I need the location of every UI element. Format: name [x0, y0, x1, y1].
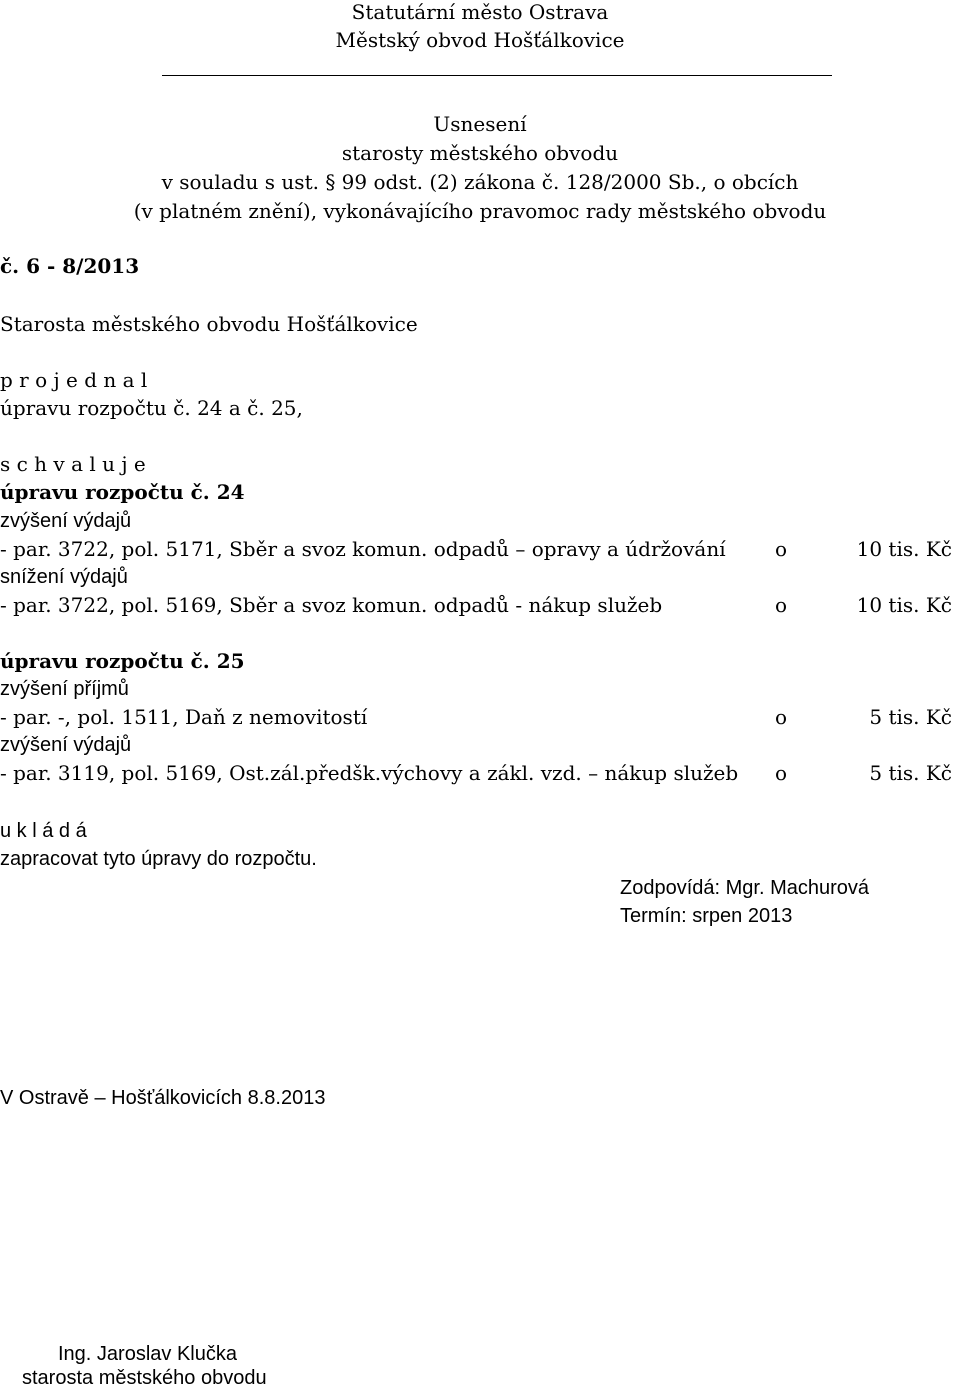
budget-item-o: o [775, 761, 788, 785]
budget-item-amount: 10 tis. Kč [856, 537, 952, 561]
budget-25-title: úpravu rozpočtu č. 25 [0, 649, 245, 673]
budget-item-desc: - par. 3722, pol. 5169, Sběr a svoz komun. odpadů - nákup služeb [0, 593, 663, 617]
header-divider [162, 75, 832, 76]
budget-item-amount: 5 tis. Kč [869, 761, 952, 785]
budget-25-income-label: zvýšení příjmů [0, 678, 129, 700]
instructs-text: zapracovat tyto úpravy do rozpočtu. [0, 848, 317, 870]
responsible-person: Zodpovídá: Mgr. Machurová [620, 877, 870, 899]
place-date: V Ostravě – Hošťálkovicích 8.8.2013 [0, 1087, 326, 1109]
approves-label: s c h v a l u j e [0, 452, 146, 476]
budget-item-o: o [775, 593, 788, 617]
budget-24-increase-label: zvýšení výdajů [0, 510, 132, 532]
budget-item-row [0, 593, 960, 617]
budget-item-desc: - par. 3722, pol. 5171, Sběr a svoz komun. odpadů – opravy a údržování [0, 537, 726, 561]
subject: Starosta městského obvodu Hošťálkovice [0, 312, 418, 336]
discussed-text: úpravu rozpočtu č. 24 a č. 25, [0, 396, 303, 420]
budget-item-desc: - par. -, pol. 1511, Daň z nemovitostí [0, 705, 368, 729]
signature-role: starosta městského obvodu [22, 1367, 267, 1389]
budget-item-amount: 10 tis. Kč [856, 593, 952, 617]
resolution-number: č. 6 - 8/2013 [0, 254, 140, 278]
budget-item-amount: 5 tis. Kč [869, 705, 952, 729]
signature-name: Ing. Jaroslav Klučka [58, 1343, 237, 1365]
budget-item-desc: - par. 3119, pol. 5169, Ost.zál.předšk.výchovy a zákl. vzd. – nákup služeb [0, 761, 739, 785]
budget-24-title: úpravu rozpočtu č. 24 [0, 480, 245, 504]
discussed-label: p r o j e d n a l [0, 368, 148, 392]
title-line-2: starosty městského obvodu [341, 141, 619, 165]
budget-item-o: o [775, 537, 788, 561]
document-title: Usnesení [433, 112, 527, 136]
budget-item-row [0, 537, 960, 561]
header-district: Městský obvod Hošťálkovice [335, 28, 625, 52]
budget-item-row [0, 705, 960, 729]
instructs-label: u k l á d á [0, 820, 87, 842]
title-line-3: v souladu s ust. § 99 odst. (2) zákona č. 128/2000 Sb., o obcích [161, 170, 799, 194]
budget-24-decrease-label: snížení výdajů [0, 566, 128, 588]
deadline: Termín: srpen 2013 [620, 905, 793, 927]
budget-item-o: o [775, 705, 788, 729]
title-line-4: (v platném znění), vykonávajícího pravomoc rady městského obvodu [133, 199, 827, 223]
budget-25-expense-label: zvýšení výdajů [0, 734, 132, 756]
budget-item-row [0, 761, 960, 785]
header-city: Statutární město Ostrava [351, 0, 609, 24]
